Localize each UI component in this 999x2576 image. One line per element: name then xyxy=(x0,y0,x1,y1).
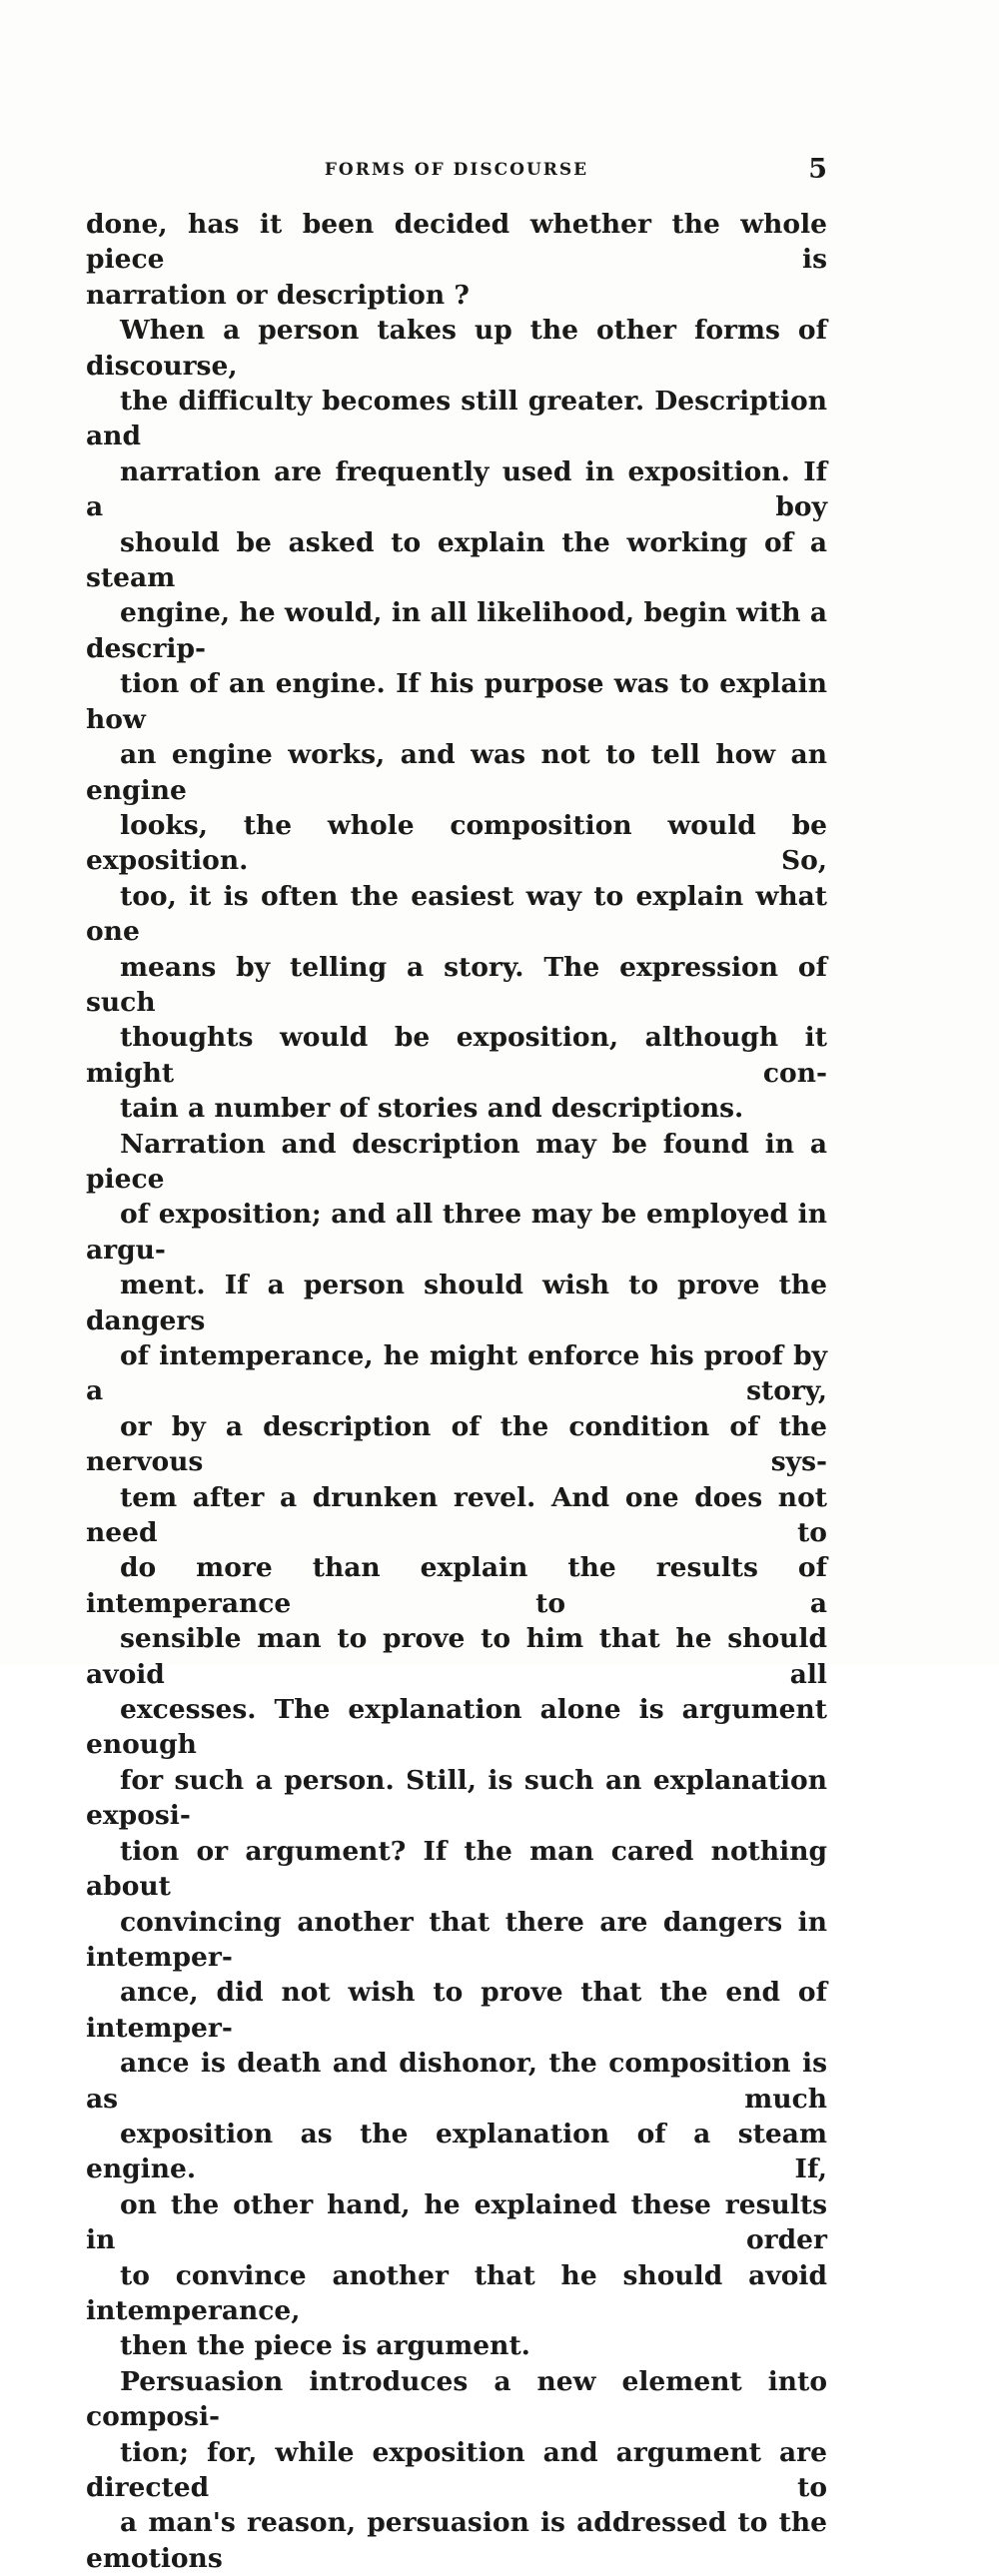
body-text xyxy=(86,207,827,2576)
running-head xyxy=(86,154,827,190)
text-line: Persuasion introduces a new element into composi- xyxy=(86,2365,827,2433)
text-line: tion or argument? If the man cared nothing about xyxy=(86,1835,827,1903)
text-line: tion; for, while exposition and argument are directed to xyxy=(86,2436,827,2503)
paragraph xyxy=(86,313,827,1126)
text-line: looks, the whole composition would be exposition. So, xyxy=(86,809,827,877)
paragraph xyxy=(86,2364,827,2576)
text-line: should be asked to explain the working of a steam xyxy=(86,526,827,594)
text-line: thoughts would be exposition, although it might con- xyxy=(86,1022,827,1089)
text-line: sensible man to prove to him that he should avoid all xyxy=(86,1623,827,1690)
text-line: convincing another that there are dangers in intemper- xyxy=(86,1906,827,1973)
running-title: FORMS OF DISCOURSE xyxy=(324,160,589,180)
text-line: tion of an engine. If his purpose was to explain how xyxy=(86,668,827,735)
text-line: Narration and description may be found in a piece xyxy=(86,1128,827,1195)
text-line: narration or description ? xyxy=(86,279,470,311)
text-line: or by a description of the condition of the nervous sys- xyxy=(86,1410,827,1478)
text-line: a man's reason, persuasion is addressed to the emotions xyxy=(86,2507,827,2574)
text-line: done, has it been decided whether the whole piece is xyxy=(86,209,827,276)
page-number: 5 xyxy=(808,154,827,185)
text-line: engine, he would, in all likelihood, begin with a descrip- xyxy=(86,597,827,664)
text-line: exposition as the explanation of a steam engine. If, xyxy=(86,2118,827,2185)
text-line: do more than explain the results of intemperance to a xyxy=(86,1552,827,1619)
text-line: tem after a drunken revel. And one does not need to xyxy=(86,1481,827,1549)
text-line: ance, did not wish to prove that the end of intemper- xyxy=(86,1977,827,2044)
paragraph xyxy=(86,207,827,313)
text-line: of intemperance, he might enforce his proof by a story, xyxy=(86,1340,827,1407)
text-line: to convince another that he should avoid intemperance, xyxy=(86,2259,827,2326)
text-line: tain a number of stories and descriptions. xyxy=(120,1093,744,1125)
text-line: excesses. The explanation alone is argument enough xyxy=(86,1694,827,1761)
text-line: When a person takes up the other forms of discourse, xyxy=(86,315,827,382)
text-line: of exposition; and all three may be employed in argu- xyxy=(86,1199,827,1266)
text-line: ment. If a person should wish to prove the dangers xyxy=(86,1270,827,1336)
paragraph xyxy=(86,1127,827,2364)
text-line: an engine works, and was not to tell how an engine xyxy=(86,739,827,806)
text-line: then the piece is argument. xyxy=(120,2330,530,2362)
text-line: the difficulty becomes still greater. Description and xyxy=(86,386,827,452)
text-line: on the other hand, he explained these results in order xyxy=(86,2188,827,2256)
text-line: too, it is often the easiest way to explain what one xyxy=(86,880,827,948)
text-line: means by telling a story. The expression of such xyxy=(86,951,827,1018)
text-line: narration are frequently used in exposition. If a boy xyxy=(86,455,827,523)
text-line: ance is death and dishonor, the composition is as much xyxy=(86,2048,827,2115)
text-line: for such a person. Still, is such an explanation exposi- xyxy=(86,1764,827,1832)
